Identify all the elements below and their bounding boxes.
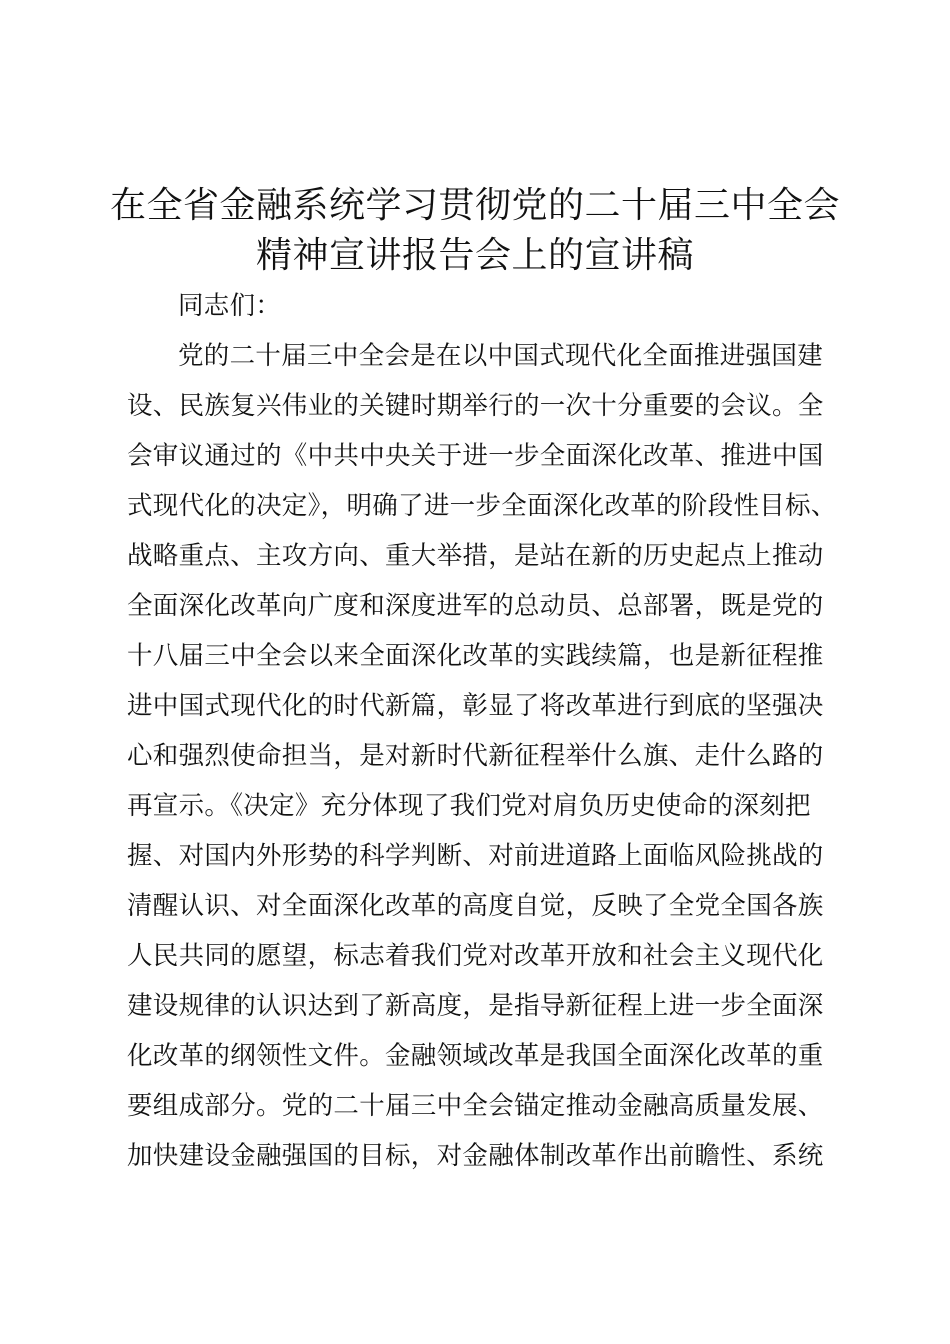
paragraph-line: 加快建设金融强国的目标，对金融体制改革作出前瞻性、系统 xyxy=(127,1141,824,1171)
paragraph-line: 十八届三中全会以来全面深化改革的实践续篇，也是新征程推 xyxy=(127,641,824,671)
paragraph-line: 党的二十届三中全会是在以中国式现代化全面推进强国建 xyxy=(178,341,824,371)
paragraph-line: 要组成部分。党的二十届三中全会锚定推动金融高质量发展、 xyxy=(127,1091,824,1121)
paragraph-line: 握、对国内外形势的科学判断、对前进道路上面临风险挑战的 xyxy=(127,841,824,871)
paragraph-line: 化改革的纲领性文件。金融领域改革是我国全面深化改革的重 xyxy=(127,1041,824,1071)
salutation: 同志们： xyxy=(178,291,282,321)
paragraph-line: 战略重点、主攻方向、重大举措，是站在新的历史起点上推动 xyxy=(127,541,824,571)
paragraph-line: 会审议通过的《中共中央关于进一步全面深化改革、推进中国 xyxy=(127,441,824,471)
paragraph-line: 建设规律的认识达到了新高度，是指导新征程上进一步全面深 xyxy=(127,991,824,1021)
paragraph-line: 人民共同的愿望，标志着我们党对改革开放和社会主义现代化 xyxy=(127,941,824,971)
paragraph-line: 式现代化的决定》，明确了进一步全面深化改革的阶段性目标、 xyxy=(127,491,837,521)
title-line-1: 在全省金融系统学习贯彻党的二十届三中全会 xyxy=(109,185,840,226)
paragraph-line: 全面深化改革向广度和深度进军的总动员、总部署，既是党的 xyxy=(127,591,824,621)
paragraph-line: 清醒认识、对全面深化改革的高度自觉，反映了全党全国各族 xyxy=(127,891,824,921)
paragraph-line: 进中国式现代化的时代新篇，彰显了将改革进行到底的坚强决 xyxy=(127,691,824,721)
paragraph-line: 再宣示。《决定》充分体现了我们党对肩负历史使命的深刻把 xyxy=(127,791,811,821)
paragraph-line: 设、民族复兴伟业的关键时期举行的一次十分重要的会议。全 xyxy=(127,391,824,421)
title-line-2: 精神宣讲报告会上的宣讲稿 xyxy=(255,235,694,276)
paragraph-line: 心和强烈使命担当，是对新时代新征程举什么旗、走什么路的 xyxy=(127,741,824,771)
